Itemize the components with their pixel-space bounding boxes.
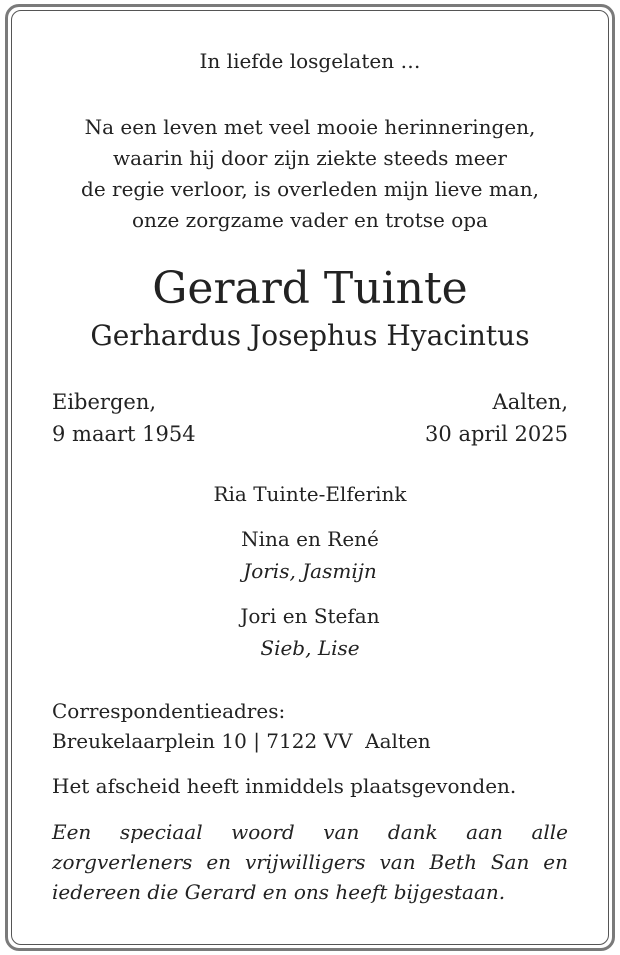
birth-info xyxy=(52,386,292,450)
thanks-note xyxy=(52,817,568,907)
birth-date: 9 maart 1954 xyxy=(52,422,196,446)
birth-place: Eibergen, xyxy=(52,390,157,414)
correspondence-address xyxy=(52,696,568,756)
death-info xyxy=(308,386,568,450)
spouse-name: Ria Tuinte-Elferink xyxy=(213,482,407,506)
thanks-line: Een speciaal woord van dank aan alle xyxy=(52,820,568,844)
family-parents: Jori en Stefan xyxy=(240,604,380,628)
poem-line: onze zorgzame vader en trotse opa xyxy=(132,208,488,232)
family-group xyxy=(52,600,568,664)
poem-line: Na een leven met veel mooie herinneringen, xyxy=(84,115,536,139)
poem-line: waarin hij door zijn ziekte steeds meer xyxy=(113,146,507,170)
family-parents: Nina en René xyxy=(241,527,379,551)
address-label: Correspondentieadres: xyxy=(52,699,286,723)
farewell-notice: Het afscheid heeft inmiddels plaatsgevonden. xyxy=(52,774,517,798)
intro-text: In liefde losgelaten … xyxy=(199,49,421,73)
family-children: Sieb, Lise xyxy=(260,636,360,660)
thanks-line: iedereen die Gerard en ons heeft bijgestaan. xyxy=(52,880,506,904)
poem-line: de regie verloor, is overleden mijn lieve man, xyxy=(81,177,539,201)
address-text: Breukelaarplein 10 | 7122 VV Aalten xyxy=(52,729,431,753)
poem xyxy=(52,112,568,236)
thanks-line: zorgverleners en vrijwilligers van Beth San en xyxy=(52,850,568,874)
deceased-full-name: Gerhardus Josephus Hyacintus xyxy=(90,319,530,352)
family-children: Joris, Jasmijn xyxy=(243,559,377,583)
death-place: Aalten, xyxy=(492,390,568,414)
deceased-name: Gerard Tuinte xyxy=(152,263,468,314)
family-group xyxy=(52,523,568,587)
death-date: 30 april 2025 xyxy=(425,422,568,446)
